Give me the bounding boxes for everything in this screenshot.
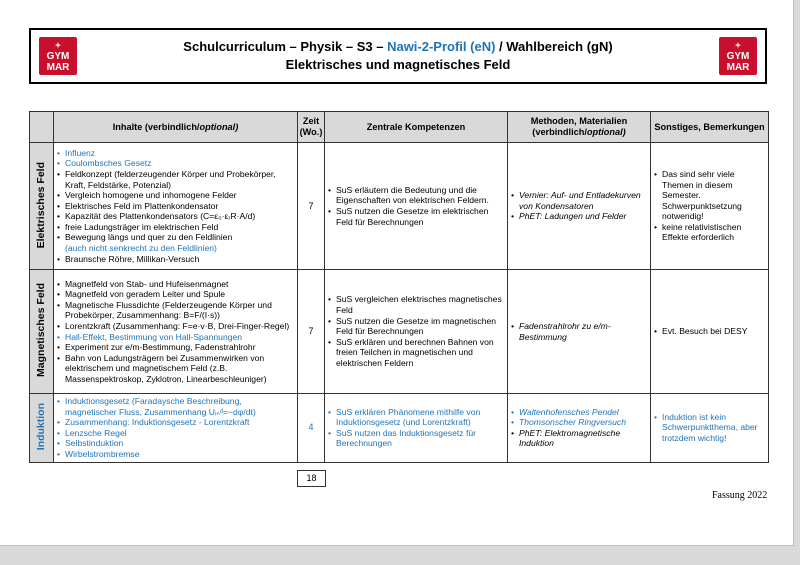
sonstiges-cell <box>651 143 769 270</box>
list-item: • Magnetische Flussdichte (Felderzeugende Körper und Probekörper, Zusammenhang: B=F/(I·s)) <box>65 300 294 321</box>
list-item: • Induktion ist kein Schwerpunktthema, aber trotzdem wichtig! <box>662 412 765 444</box>
list-item: • Bewegung längs und quer zu den Feldlinien <box>65 232 294 243</box>
curriculum-table <box>29 111 769 463</box>
list-item: • Kapazität des Plattenkondensators (C=ε₀·εᵣR·A/d) <box>65 211 294 222</box>
list-item: • Feldkonzept (felderzeugender Körper und Probekörper, Kraft, Feldstärke, Potenzial) <box>65 169 294 190</box>
list-item: • SuS erläutern die Bedeutung und die Eigenschaften von elektrischen Feldern. <box>336 185 504 206</box>
section-name: Induktion <box>35 402 48 451</box>
section-label <box>30 394 54 463</box>
list-item: • SuS erklären und berechnen Bahnen von freien Teilchen in magnetischen und elektrischen Feldern <box>336 337 504 369</box>
list-item: • Braunsche Röhre, Millikan-Versuch <box>65 254 294 265</box>
list-item: • Thomsonscher Ringversuch <box>519 417 647 428</box>
methoden-cell <box>508 394 651 463</box>
school-logo <box>719 37 757 75</box>
table-row <box>30 394 769 463</box>
school-logo <box>39 37 77 75</box>
list-item: • Induktionsgesetz (Faradaysche Beschreibung, magnetischer Fluss, Zusammenhang Uᵢₙᵈ=−dφ/dt) <box>65 396 294 417</box>
list-item: • PhET: Elektromagnetische Induktion <box>519 428 647 449</box>
list-item: • Lorentzkraft (Zusammenhang: F=e·v·B, Drei-Finger-Regel) <box>65 321 294 332</box>
list-item: • SuS erklären Phänomene mithilfe von Induktionsgesetz (und Lorentzkraft) <box>336 407 504 428</box>
logo-symbol: ✦ <box>54 40 62 50</box>
list-item: • freie Ladungsträger im elektrischen Feld <box>65 222 294 233</box>
list-item: • SuS nutzen die Gesetze im magnetischen Feld für Berechnungen <box>336 316 504 337</box>
kompetenzen-cell <box>325 143 508 270</box>
page-title <box>91 38 705 74</box>
list-item: • Wirbelstrombremse <box>65 449 294 460</box>
section-label <box>30 143 54 270</box>
title-suffix: / Wahlbereich (gN) <box>499 39 613 54</box>
list-item: • Vernier: Auf- und Entladekurven von Kondensatoren <box>519 190 647 211</box>
table-row <box>30 143 769 270</box>
inhalte-cell <box>54 143 298 270</box>
table-header-row <box>30 112 769 143</box>
list-item: • Influenz <box>65 148 294 159</box>
zeit-cell: 7 <box>298 143 325 270</box>
list-item: • keine relativistischen Effekte erforderlich <box>662 222 765 243</box>
list-item: • Magnetfeld von geradem Leiter und Spule <box>65 289 294 300</box>
methoden-list <box>511 190 647 222</box>
methoden-list <box>511 321 647 342</box>
list-item: • Lenzsche Regel <box>65 428 294 439</box>
header-inhalte: Inhalte (verbindlich/optional) <box>54 112 298 143</box>
list-item: • SuS vergleichen elektrisches magnetisches Feld <box>336 294 504 315</box>
sonstiges-cell <box>651 270 769 394</box>
inhalte-list <box>57 396 294 460</box>
list-item: • Hall-Effekt, Bestimmung von Hall-Spannungen <box>65 332 294 343</box>
version-note: Fassung 2022 <box>712 490 768 501</box>
inhalte-cell <box>54 394 298 463</box>
header-zeit: Zeit (Wo.) <box>298 112 325 143</box>
header-kompetenzen: Zentrale Kompetenzen <box>325 112 508 143</box>
methoden-list <box>511 407 647 449</box>
list-item: • Fadenstrahlrohr zu e/m-Bestimmung <box>519 321 647 342</box>
list-item: • Das sind sehr viele Themen in diesem Semester. Schwerpunktsetzung notwendig! <box>662 169 765 222</box>
list-item: • Vergleich homogene und inhomogene Felder <box>65 190 294 201</box>
total-weeks: 18 <box>297 470 326 487</box>
kompetenzen-list <box>328 185 504 227</box>
list-item: • PhET: Ladungen und Felder <box>519 211 647 222</box>
sonstiges-list <box>654 169 765 243</box>
title-highlight: Nawi-2-Profil (eN) <box>387 39 496 54</box>
inhalte-cell <box>54 270 298 394</box>
methoden-cell <box>508 143 651 270</box>
kompetenzen-list <box>328 407 504 449</box>
logo-text-top: GYM <box>46 50 70 62</box>
list-item: • Bahn von Ladungsträgern bei Zusammenwirken von elektrischem und magnetischem Feld (z.B. Massenspektroskop, Zyklotron, Linearbeschleuniger) <box>65 353 294 385</box>
kompetenzen-list <box>328 294 504 368</box>
list-item: • SuS nutzen die Gesetze im elektrischen Feld für Berechnungen <box>336 206 504 227</box>
logo-text-top: GYM <box>726 50 750 62</box>
methoden-cell <box>508 270 651 394</box>
logo-symbol: ✦ <box>734 40 742 50</box>
list-item: • Selbstinduktion <box>65 438 294 449</box>
sonstiges-cell <box>651 394 769 463</box>
header-sonstiges: Sonstiges, Bemerkungen <box>651 112 769 143</box>
logo-text-bottom: MAR <box>46 61 70 73</box>
inhalte-list <box>57 148 294 265</box>
kompetenzen-cell <box>325 394 508 463</box>
zeit-cell: 4 <box>298 394 325 463</box>
section-label <box>30 270 54 394</box>
logo-text-bottom: MAR <box>726 61 750 73</box>
title-prefix: Schulcurriculum – Physik – S3 – <box>183 39 384 54</box>
list-item: • Evt. Besuch bei DESY <box>662 326 765 337</box>
header-methoden: Methoden, Materialien (verbindlich/optional) <box>508 112 651 143</box>
list-item: • Coulombsches Gesetz <box>65 158 294 169</box>
table-row <box>30 270 769 394</box>
sonstiges-list <box>654 412 765 444</box>
section-name: Elektrisches Feld <box>35 161 48 248</box>
header-section <box>30 112 54 143</box>
list-item: • SuS nutzen das Induktionsgesetz für Berechnungen <box>336 428 504 449</box>
list-item: • Elektrisches Feld im Plattenkondensator <box>65 201 294 212</box>
list-item: • Zusammenhang: Induktionsgesetz - Lorentzkraft <box>65 417 294 428</box>
kompetenzen-cell <box>325 270 508 394</box>
list-item: • Waltenhofensches Pendel <box>519 407 647 418</box>
page-subtitle: Elektrisches und magnetisches Feld <box>285 57 511 72</box>
sonstiges-list <box>654 326 765 337</box>
inhalte-note: (auch nicht senkrecht zu den Feldlinien) <box>65 243 217 254</box>
list-item: • Magnetfeld von Stab- und Hufeisenmagnet <box>65 279 294 290</box>
list-item: • Experiment zur e/m-Bestimmung, Fadenstrahlrohr <box>65 342 294 353</box>
zeit-cell: 7 <box>298 270 325 394</box>
inhalte-list <box>57 279 294 385</box>
section-name: Magnetisches Feld <box>35 283 48 378</box>
document-header <box>29 28 767 84</box>
